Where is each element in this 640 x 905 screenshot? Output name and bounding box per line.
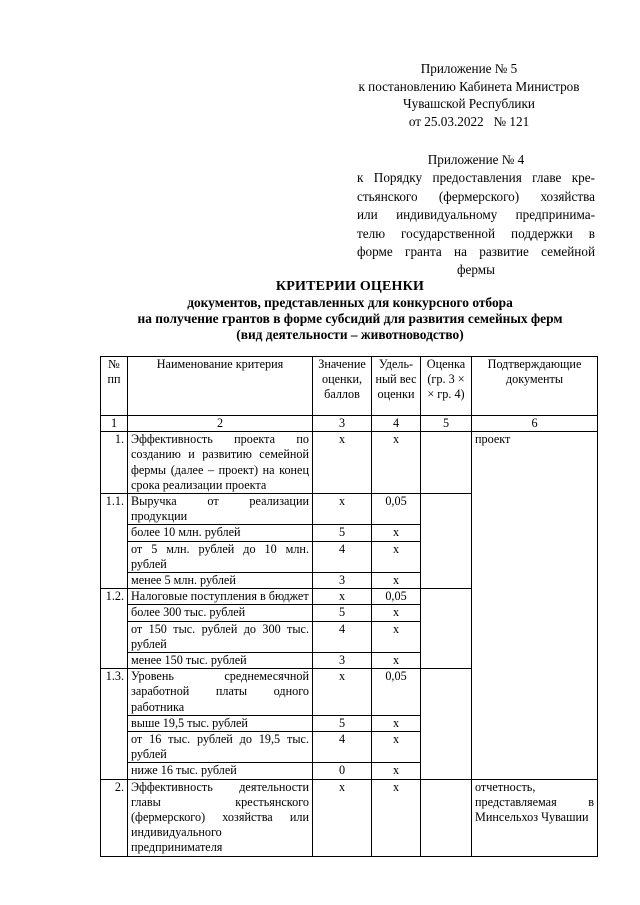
criterion-weight: x	[372, 605, 421, 621]
header-name: Наименование критерия	[128, 357, 313, 416]
row-number: 1.3.	[101, 669, 128, 779]
col-number: 5	[421, 416, 472, 432]
criterion-name: от 150 тыс. рублей до 300 тыс. рублей	[128, 621, 313, 652]
appendix-4-header	[357, 151, 595, 280]
criterion-weight: 0,05	[372, 669, 421, 716]
criterion-name: Уровень среднемесячной заработной платы одного работника	[128, 669, 313, 716]
criterion-name: Эффективность проекта по созданию и развитию семейной фермы (далее – проект) на конец срока реализации проекта	[128, 432, 313, 494]
header-value: Значение оценки, баллов	[313, 357, 372, 416]
criterion-weight: x	[372, 715, 421, 731]
criterion-name: менее 150 тыс. рублей	[128, 653, 313, 669]
criterion-weight: 0,05	[372, 494, 421, 525]
criterion-score	[421, 779, 472, 856]
criteria-table	[100, 356, 598, 857]
criterion-value: 3	[313, 653, 372, 669]
appendix-5-header	[340, 60, 598, 130]
appendix-4-line: форме гранта на развитие семейной	[357, 244, 595, 260]
header-weight: Удель-ный вес оценки	[372, 357, 421, 416]
criterion-weight: x	[372, 541, 421, 572]
criterion-name: Эффективность деятельности главы крестьянского (фермерского) хозяйства или индивидуального предпринимателя	[128, 779, 313, 856]
appendix-5-republic: Чувашской Республики	[403, 96, 535, 112]
col-number: 2	[128, 416, 313, 432]
criterion-value: x	[313, 779, 372, 856]
criterion-weight: x	[372, 432, 421, 494]
criterion-name: от 16 тыс. рублей до 19,5 тыс. рублей	[128, 732, 313, 763]
title-sub2: на получение грантов в форме субсидий для развития семейных ферм	[137, 311, 563, 326]
criterion-value: x	[313, 432, 372, 494]
table-header-row	[101, 357, 598, 416]
header-no: № пп	[101, 357, 128, 416]
appendix-5-resolution: к постановлению Кабинета Министров	[358, 78, 580, 94]
header-score: Оценка (гр. 3 × × гр. 4)	[421, 357, 472, 416]
criterion-value: 5	[313, 715, 372, 731]
criterion-score	[421, 432, 472, 494]
col-number: 3	[313, 416, 372, 432]
criterion-weight: x	[372, 621, 421, 652]
criterion-weight: x	[372, 763, 421, 779]
criterion-value: 5	[313, 605, 372, 621]
col-number: 4	[372, 416, 421, 432]
criterion-score	[421, 669, 472, 779]
header-docs: Подтверждающие документы	[472, 357, 598, 416]
appendix-5-title: Приложение № 5	[420, 61, 518, 76]
criterion-name: ниже 16 тыс. рублей	[128, 763, 313, 779]
col-number: 1	[101, 416, 128, 432]
criterion-value: x	[313, 589, 372, 605]
appendix-4-line: телю государственной поддержки в	[357, 225, 595, 241]
row-number: 1.2.	[101, 589, 128, 669]
criterion-value: 0	[313, 763, 372, 779]
appendix-4-title: Приложение № 4	[427, 152, 525, 167]
appendix-4-line: к Порядку предоставления главе кре-	[357, 170, 595, 186]
appendix-5-date: от 25.03.2022 № 121	[408, 113, 530, 129]
column-numbers-row	[101, 416, 598, 432]
table-row	[101, 432, 598, 494]
appendix-4-line: фермы	[457, 262, 495, 278]
criterion-weight: x	[372, 653, 421, 669]
title-sub3: (вид деятельности – животноводство)	[236, 327, 464, 342]
appendix-4-line: или индивидуальному предпринима-	[357, 207, 595, 223]
row-number: 1.	[101, 432, 128, 494]
appendix-4-line: стьянского (фермерского) хозяйства	[357, 188, 595, 204]
criterion-value: 3	[313, 573, 372, 589]
criterion-name: более 10 млн. рублей	[128, 525, 313, 541]
criterion-score	[421, 494, 472, 589]
criterion-value: 4	[313, 541, 372, 572]
criterion-score	[421, 589, 472, 669]
criterion-name: более 300 тыс. рублей	[128, 605, 313, 621]
criterion-name: Налоговые поступления в бюджет	[128, 589, 313, 605]
col-number: 6	[472, 416, 598, 432]
criterion-value: x	[313, 669, 372, 716]
confirming-docs: проект	[472, 432, 598, 779]
criterion-weight: 0,05	[372, 589, 421, 605]
criterion-weight: x	[372, 779, 421, 856]
criterion-value: 4	[313, 732, 372, 763]
criterion-value: x	[313, 494, 372, 525]
confirming-docs: отчетность, представляемая в Минсельхоз Чувашии	[472, 779, 598, 856]
criterion-name: от 5 млн. рублей до 10 млн. рублей	[128, 541, 313, 572]
criterion-weight: x	[372, 525, 421, 541]
criterion-weight: x	[372, 732, 421, 763]
criterion-weight: x	[372, 573, 421, 589]
criterion-name: выше 19,5 тыс. рублей	[128, 715, 313, 731]
row-number: 2.	[101, 779, 128, 856]
criterion-value: 5	[313, 525, 372, 541]
title-main: КРИТЕРИИ ОЦЕНКИ	[275, 279, 425, 294]
title-sub1: документов, представленных для конкурсного отбора	[187, 295, 513, 310]
criterion-name: Выручка от реализации продукции	[128, 494, 313, 525]
document-title	[60, 279, 640, 343]
criterion-name: менее 5 млн. рублей	[128, 573, 313, 589]
row-number: 1.1.	[101, 494, 128, 589]
table-row	[101, 779, 598, 856]
criterion-value: 4	[313, 621, 372, 652]
